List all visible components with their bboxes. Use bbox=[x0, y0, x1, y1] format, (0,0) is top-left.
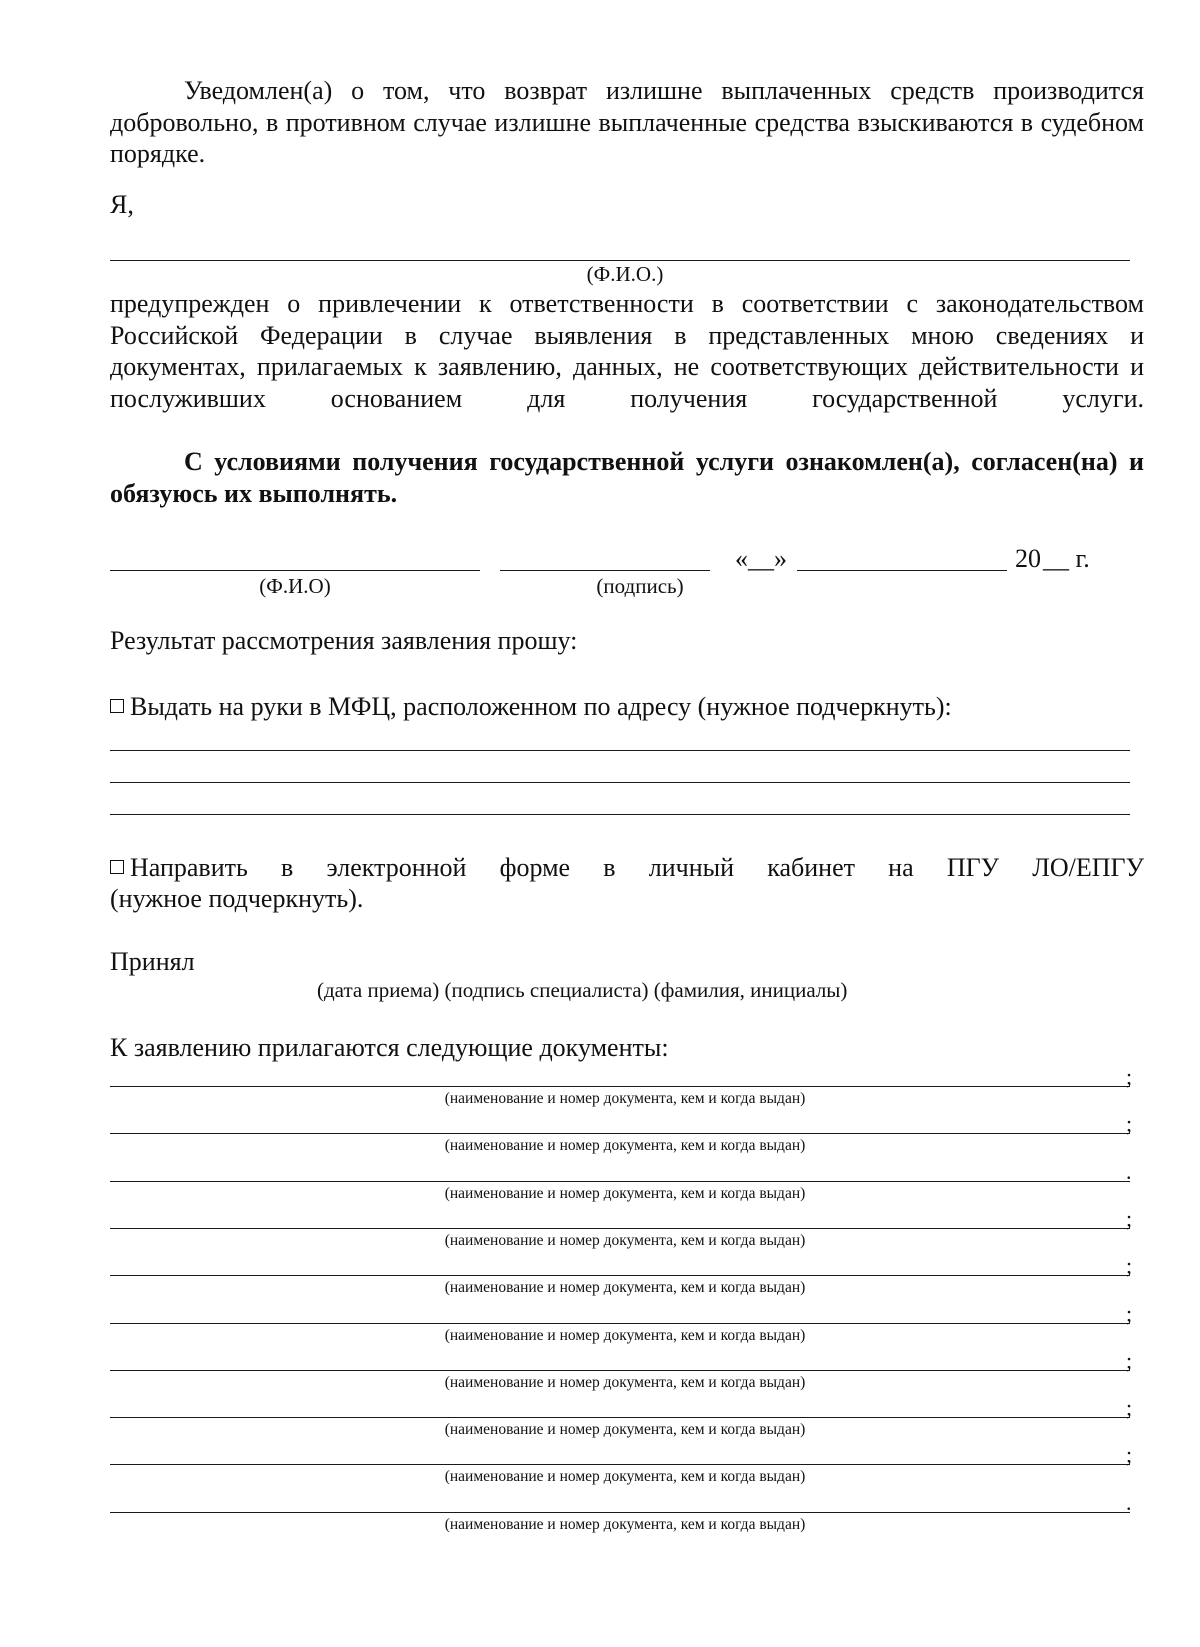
option-mfc bbox=[110, 692, 952, 722]
fio-input-line[interactable] bbox=[110, 260, 1130, 261]
attachment-line[interactable] bbox=[110, 1370, 1130, 1371]
address-line-1[interactable] bbox=[110, 750, 1130, 751]
option-electronic-line2: (нужное подчеркнуть). bbox=[110, 884, 364, 913]
attachment-line-end: ; bbox=[1126, 1347, 1133, 1373]
attachment-caption: (наименование и номер документа, кем и когда выдан) bbox=[444, 1468, 806, 1486]
attachment-caption: (наименование и номер документа, кем и когда выдан) bbox=[444, 1184, 806, 1202]
attachment-line[interactable] bbox=[110, 1228, 1130, 1229]
attachment-line[interactable] bbox=[110, 1086, 1130, 1087]
attachment-line-end: ; bbox=[1126, 1205, 1133, 1231]
attachment-caption: (наименование и номер документа, кем и когда выдан) bbox=[444, 1231, 806, 1249]
attachment-caption: (наименование и номер документа, кем и когда выдан) bbox=[444, 1137, 806, 1155]
attachment-line-end: ; bbox=[1126, 1300, 1133, 1326]
address-line-3[interactable] bbox=[110, 814, 1130, 815]
signature-row-fio-line[interactable] bbox=[110, 570, 480, 571]
accepted-caption: (дата приема) (подпись специалиста) (фамилия, инициалы) bbox=[317, 978, 848, 1002]
date-day: «__» bbox=[735, 544, 787, 573]
attachment-line[interactable] bbox=[110, 1323, 1130, 1324]
attachment-line[interactable] bbox=[110, 1275, 1130, 1276]
attachment-caption: (наименование и номер документа, кем и когда выдан) bbox=[444, 1373, 806, 1391]
attachment-line[interactable] bbox=[110, 1464, 1130, 1465]
signature-row-sign-caption: (подпись) bbox=[596, 574, 684, 598]
signature-row-sign-line[interactable] bbox=[500, 570, 710, 571]
address-line-2[interactable] bbox=[110, 782, 1130, 783]
attachment-line[interactable] bbox=[110, 1181, 1130, 1182]
attachment-caption: (наименование и номер документа, кем и когда выдан) bbox=[444, 1515, 806, 1533]
attachment-line-end: ; bbox=[1126, 1395, 1133, 1421]
attachment-line-end: . bbox=[1126, 1158, 1132, 1184]
option-electronic bbox=[110, 852, 1144, 884]
mfc-checkbox[interactable] bbox=[110, 699, 124, 713]
declaration-ya: Я, bbox=[110, 190, 134, 219]
attachment-caption: (наименование и номер документа, кем и когда выдан) bbox=[444, 1326, 806, 1344]
option-electronic-label: Направить в электронной форме в личный кабинет на ПГУ ЛО/ЕПГУ bbox=[130, 853, 1144, 882]
attachment-line[interactable] bbox=[110, 1512, 1130, 1513]
attachment-line-end: ; bbox=[1126, 1064, 1133, 1089]
conditions-paragraph: С условиями получения государственной услуги ознакомлен(а), согласен(на) и обязуюсь их выполнять. bbox=[110, 447, 1144, 508]
date-year-prefix: 20 bbox=[1015, 544, 1041, 573]
date-month-line[interactable] bbox=[797, 570, 1007, 571]
attachment-line[interactable] bbox=[110, 1133, 1130, 1134]
attachment-line-end: ; bbox=[1126, 1253, 1133, 1279]
attachment-line-end: . bbox=[1126, 1489, 1132, 1515]
warning-paragraph: предупрежден о привлечении к ответственности в соответствии с законодательством Российской Федерации в случае выявления в представленных мною сведениях и документах, прилагаемых к заявлению, данных, не соответствующих действительности и послуживших основанием для получения государственной услуги. bbox=[110, 289, 1144, 413]
result-title: Результат рассмотрения заявления прошу: bbox=[110, 626, 578, 655]
option-mfc-label: Выдать на руки в МФЦ, расположенном по адресу (нужное подчеркнуть): bbox=[130, 692, 952, 721]
notice-paragraph: Уведомлен(а) о том, что возврат излишне выплаченных средств производится добровольно, в противном случае излишне выплаченные средства взыскиваются в судебном порядке. bbox=[110, 76, 1144, 168]
fio-caption: (Ф.И.О.) bbox=[586, 262, 664, 286]
attachment-caption: (наименование и номер документа, кем и когда выдан) bbox=[444, 1421, 806, 1439]
electronic-checkbox[interactable] bbox=[110, 860, 124, 874]
attachment-caption: (наименование и номер документа, кем и когда выдан) bbox=[444, 1090, 806, 1107]
accepted-label: Принял bbox=[110, 947, 195, 976]
attachment-line-end: ; bbox=[1126, 1442, 1133, 1468]
signature-row-fio-caption: (Ф.И.О) bbox=[259, 574, 331, 598]
attachment-line-end: ; bbox=[1126, 1111, 1133, 1137]
attachments-title: К заявлению прилагаются следующие документы: bbox=[110, 1033, 669, 1062]
attachment-line[interactable] bbox=[110, 1417, 1130, 1418]
date-year-suffix: __ г. bbox=[1043, 544, 1090, 573]
attachment-caption: (наименование и номер документа, кем и когда выдан) bbox=[444, 1279, 806, 1297]
